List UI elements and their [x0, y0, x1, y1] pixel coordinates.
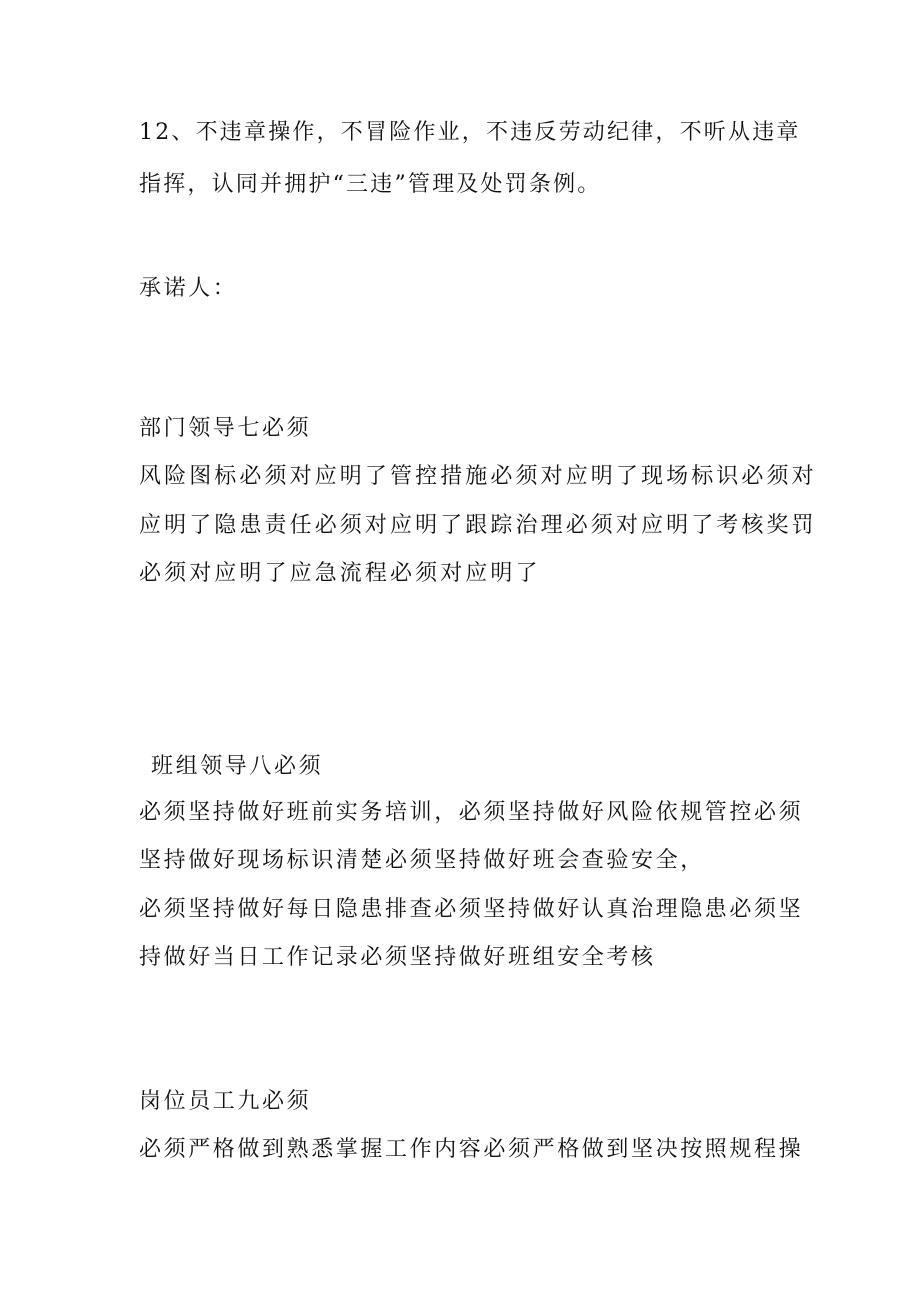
staff-line-1: 必须严格做到熟悉掌握工作内容必须严格做到坚决按照规程操	[139, 1137, 804, 1162]
item-12-line-1: 12、不违章操作，不冒险作业，不违反劳动纪律，不听从违章	[139, 120, 801, 145]
team-heading: 班组领导八必须	[151, 754, 324, 779]
team-line-3: 必须坚持做好每日隐患排查必须坚持做好认真治理隐患必须坚	[139, 897, 804, 922]
department-line-2: 应明了隐患责任必须对应明了跟踪治理必须对应明了考核奖罚	[139, 513, 817, 538]
team-line-4: 持做好当日工作记录必须坚持做好班组安全考核	[139, 945, 656, 970]
signer-label: 承诺人：	[139, 276, 238, 301]
department-line-3: 必须对应明了应急流程必须对应明了	[139, 561, 541, 586]
team-line-1: 必须坚持做好班前实务培训，必须坚持做好风险依规管控必须	[139, 800, 804, 825]
department-heading: 部门领导七必须	[139, 416, 312, 441]
staff-heading: 岗位员工九必须	[139, 1089, 312, 1114]
department-line-1: 风险图标必须对应明了管控措施必须对应明了现场标识必须对	[139, 464, 817, 489]
item-12-line-2: 指挥，认同并拥护“三违”管理及处罚条例。	[139, 172, 602, 197]
team-line-2: 坚持做好现场标识清楚必须坚持做好班会查验安全，	[139, 848, 705, 873]
